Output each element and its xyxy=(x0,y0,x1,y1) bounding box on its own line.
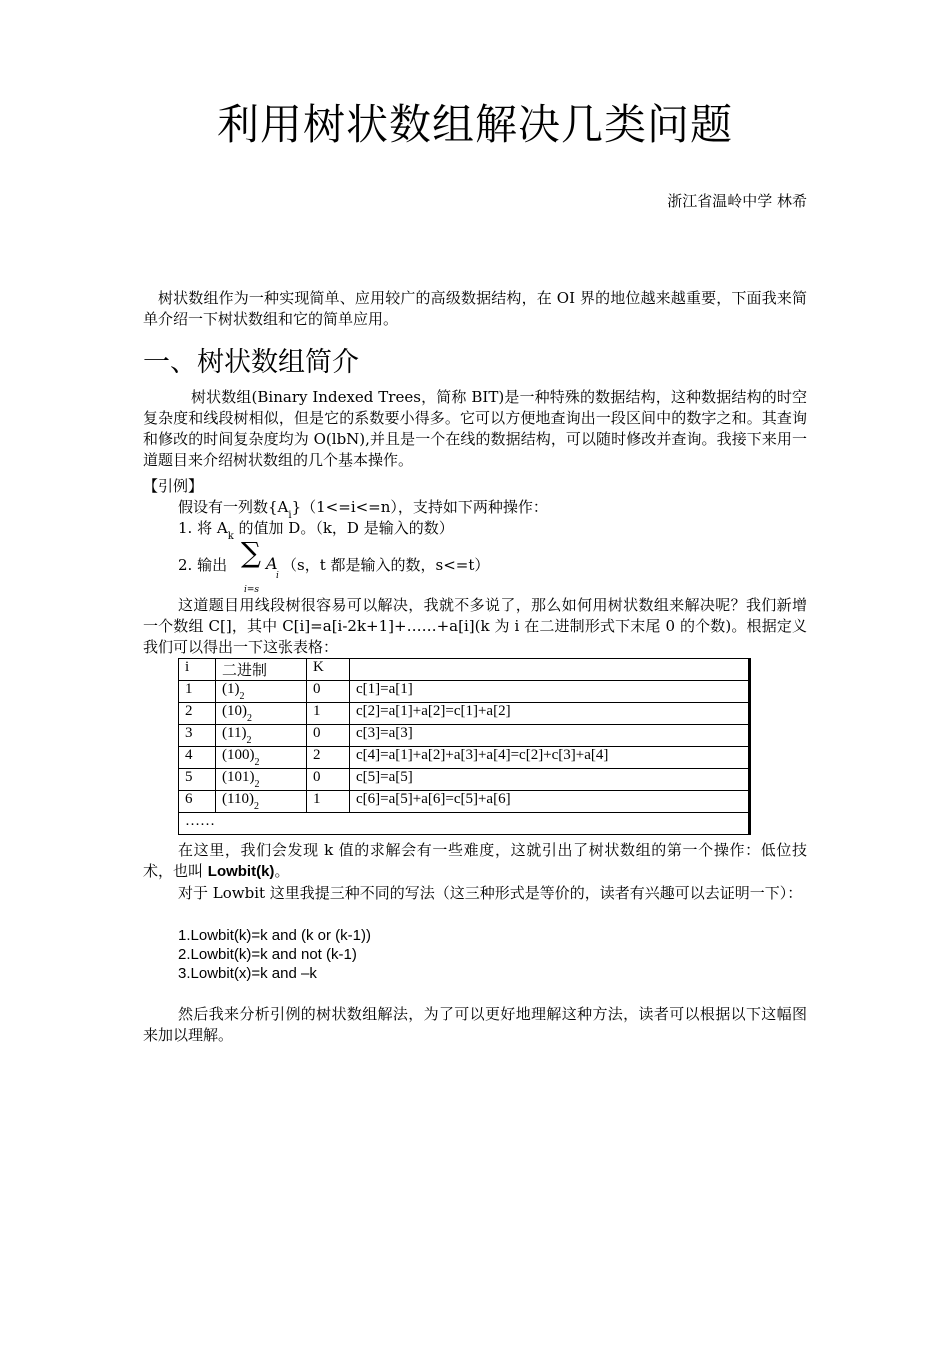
author-line: 浙江省温岭中学 林希 xyxy=(667,192,807,210)
cell-k: 0 xyxy=(307,769,350,791)
lowbit-form-2: 2.Lowbit(k)=k and not (k-1) xyxy=(178,946,357,963)
table-row xyxy=(179,769,750,791)
section-heading: 一、树状数组简介 xyxy=(143,347,359,378)
op1-post: 的值加 D。（k，D 是输入的数） xyxy=(233,519,454,537)
cell-binary: $(10)_2$ xyxy=(216,703,307,725)
table-row xyxy=(179,747,750,769)
cell-i: 5 xyxy=(179,769,216,791)
table-header-row xyxy=(179,659,750,681)
cell-k: 1 xyxy=(307,703,350,725)
bit-intro-paragraph: 树状数组(Binary Indexed Trees，简称 BIT)是一种特殊的数据结构，这种数据结构的时空复杂度和线段树相似，但是它的系数要小得多。它可以方便地查询出一段区间中的数字之和。其查询和修改的时间复杂度均为 O(lbN),并且是一个在线的数据结构，可以随时修改并查询。我接下来用一道题目来介绍树状数组的几个基本操作。 xyxy=(143,388,807,469)
cell-binary: $(11)_2$ xyxy=(216,725,307,747)
sum-term-sub: i xyxy=(276,571,279,581)
header-cell xyxy=(350,659,750,681)
operation-1 xyxy=(178,518,454,541)
assume-pre: 假设有一列数{A xyxy=(178,498,289,516)
assume-post: }（1<=i<=n），支持如下两种操作： xyxy=(291,498,548,516)
cell-binary: $(101)_2$ xyxy=(216,769,307,791)
cell-binary: $(110)_2$ xyxy=(216,791,307,813)
table-row xyxy=(179,791,750,813)
lowbit-form-1: 1.Lowbit(k)=k and (k or (k-1)) xyxy=(178,927,371,944)
analysis-paragraph: 然后我来分析引例的树状数组解法，为了可以更好地理解这种方法，读者可以根据以下这幅图来加以理解。 xyxy=(143,1005,807,1044)
document-title: 利用树状数组解决几类问题 xyxy=(216,100,733,149)
cell-formula: c[3]=a[3] xyxy=(350,725,750,747)
cell-binary: $(1)_2$ xyxy=(216,681,307,703)
cell-i: 1 xyxy=(179,681,216,703)
table-row xyxy=(179,681,750,703)
lowbit-form-3: 3.Lowbit(x)=k and –k xyxy=(178,965,317,982)
cell-formula: c[1]=a[1] xyxy=(350,681,750,703)
sum-term: A xyxy=(266,554,278,573)
sum-lower-limit: i=s xyxy=(244,585,260,595)
assume-line xyxy=(178,497,548,520)
example-label: 【引例】 xyxy=(143,477,204,495)
op2-pre: 2. 输出 xyxy=(178,556,228,574)
cell-binary: $(100)_2$ xyxy=(216,747,307,769)
cell-k: 2 xyxy=(307,747,350,769)
cell-i: 4 xyxy=(179,747,216,769)
para3-post: 。 xyxy=(274,862,290,880)
construction-paragraph: 这道题目用线段树很容易可以解决，我就不多说了，那么如何用树状数组来解决呢？我们新增一个数组 C[]，其中 C[i]=a[i-2k+1]+……+a[i](k 为 i 在二进制形式下末尾 0 的个数)。根据定义我们可以得出一下这张表格： xyxy=(143,596,807,656)
table-ellipsis-row xyxy=(179,813,750,835)
header-cell: i xyxy=(179,659,216,681)
lowbit-forms-paragraph: 对于 Lowbit 这里我提三种不同的写法（这三种形式是等价的，读者有兴趣可以去证明一下）： xyxy=(178,884,803,902)
header-cell: K xyxy=(307,659,350,681)
cell-formula: c[5]=a[5] xyxy=(350,769,750,791)
cell-k: 0 xyxy=(307,725,350,747)
ellipsis-cell: …… xyxy=(179,813,750,835)
para3-pre: 在这里，我们会发现 k 值的求解会有一些难度，这就引出了树状数组的第一个操作：低位技术，也叫 xyxy=(143,841,807,880)
cell-formula: c[4]=a[1]+a[2]+a[3]+a[4]=c[2]+c[3]+a[4] xyxy=(350,747,750,769)
lowbit-intro-paragraph xyxy=(143,840,807,882)
cell-k: 0 xyxy=(307,681,350,703)
cell-k: 1 xyxy=(307,791,350,813)
cell-formula: c[6]=a[5]+a[6]=c[5]+a[6] xyxy=(350,791,750,813)
cell-i: 2 xyxy=(179,703,216,725)
assume-sub: i xyxy=(288,510,292,521)
op2-post: （s，t 都是输入的数，s<=t） xyxy=(282,556,490,574)
table-row xyxy=(179,725,750,747)
cell-i: 3 xyxy=(179,725,216,747)
table-row xyxy=(179,703,750,725)
lowbit-term: Lowbit(k) xyxy=(207,863,275,880)
op1-pre: 1. 将 A xyxy=(178,519,228,537)
cell-formula: c[2]=a[1]+a[2]=c[1]+a[2] xyxy=(350,703,750,725)
intro-paragraph: 树状数组作为一种实现简单、应用较广的高级数据结构，在 OI 界的地位越来越重要，下面我来简单介绍一下树状数组和它的简单应用。 xyxy=(143,289,807,328)
sigma-symbol: ∑ xyxy=(241,536,261,569)
bit-table xyxy=(178,658,751,835)
cell-i: 6 xyxy=(179,791,216,813)
header-cell: 二进制 xyxy=(216,659,307,681)
op1-sub: k xyxy=(227,531,234,542)
operation-2 xyxy=(178,555,227,575)
